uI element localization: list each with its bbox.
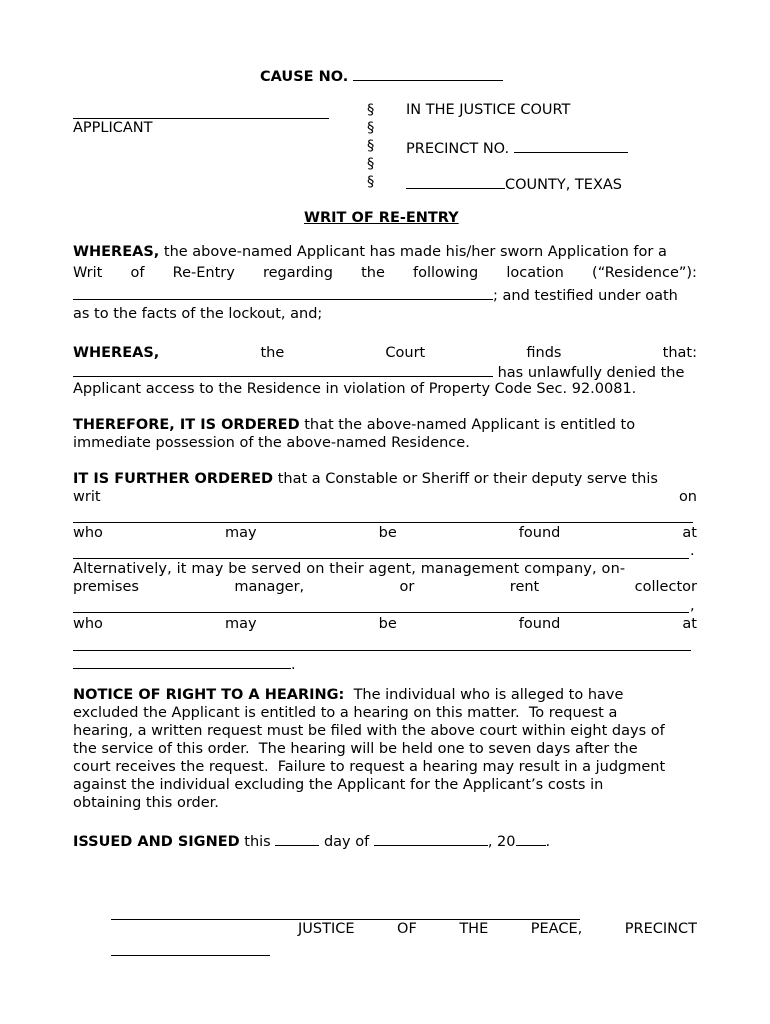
para1-line3 <box>73 285 678 304</box>
issued-text: this <box>239 834 276 850</box>
notice-text: excluded the Applicant is entitled to a hearing on this matter. To request a <box>73 705 618 721</box>
word: (“Residence”): <box>592 265 697 281</box>
word: Re-Entry <box>172 265 235 281</box>
cause-number <box>260 66 503 85</box>
issued-text: , 20 <box>487 834 516 850</box>
notice-line7: obtaining this order. <box>73 795 219 811</box>
word: at <box>682 525 697 541</box>
notice-line2 <box>73 705 697 721</box>
word: THE <box>459 921 489 937</box>
county-label: COUNTY, TEXAS <box>505 177 623 193</box>
word: be <box>378 525 397 541</box>
court-name: IN THE JUSTICE COURT <box>406 102 571 118</box>
notice-line4 <box>73 741 697 757</box>
word: following <box>413 265 479 281</box>
month-blank <box>374 831 488 846</box>
para4-line2 <box>73 489 697 505</box>
precinct-number-line <box>111 955 270 956</box>
para4-who2-line <box>73 616 697 632</box>
para1-text: ; and testified under oath <box>493 288 678 304</box>
notice-text: against the individual excluding the Applicant for the Applicant’s costs in <box>73 777 604 793</box>
notice-line1 <box>73 687 697 703</box>
agent-address-line2 <box>73 654 296 673</box>
signature-line <box>111 919 580 920</box>
precinct-label: PRECINCT NO. <box>406 141 510 157</box>
word: that: <box>662 345 697 361</box>
word: rent <box>509 579 540 595</box>
notice-text: the service of this order. The hearing will be held one to seven days after the <box>73 741 638 757</box>
notice-line3 <box>73 723 697 739</box>
para2-line3: Applicant access to the Residence in violation of Property Code Sec. 92.0081. <box>73 381 637 397</box>
period: . <box>291 657 296 673</box>
word: premises <box>73 579 139 595</box>
served-party-line <box>73 522 693 523</box>
word: location <box>506 265 564 281</box>
word: PRECINCT <box>624 921 697 937</box>
county-blank <box>406 174 505 189</box>
para4-text: that a Constable or Sheriff or their deputy serve this <box>273 471 658 487</box>
section-mark: § <box>367 156 375 172</box>
issued-text: day of <box>319 834 374 850</box>
year-blank <box>516 831 546 846</box>
cause-no-blank <box>353 66 503 81</box>
word: collector <box>634 579 697 595</box>
residence-blank <box>73 285 493 300</box>
ordered-label: THEREFORE, IT IS ORDERED <box>73 417 300 433</box>
applicant-label: APPLICANT <box>73 120 153 136</box>
word: manager, <box>234 579 305 595</box>
further-ordered-label: IT IS FURTHER ORDERED <box>73 471 274 487</box>
precinct-line <box>406 138 628 157</box>
notice-label: NOTICE OF RIGHT TO A HEARING: <box>73 687 345 703</box>
para2-line2 <box>73 362 684 381</box>
word: at <box>682 616 697 632</box>
para2-line1 <box>73 345 697 361</box>
issued-line <box>73 831 550 850</box>
word: who <box>73 616 103 632</box>
para4-who-line <box>73 525 697 541</box>
para4-text: Alternatively, it may be served on their agent, management company, on- <box>73 561 626 577</box>
notice-text: court receives the request. Failure to request a hearing may result in a judgment <box>73 759 666 775</box>
document-title: WRIT OF RE-ENTRY <box>304 210 459 226</box>
agent-address-line <box>73 650 691 651</box>
section-mark: § <box>367 174 375 190</box>
agent-address-blank <box>73 654 291 669</box>
word: of <box>130 265 145 281</box>
findings-blank <box>73 362 493 377</box>
word: JUSTICE <box>298 921 355 937</box>
notice-line6 <box>73 777 697 793</box>
cause-no-label: CAUSE NO. <box>260 69 349 85</box>
para2-text: has unlawfully denied the <box>497 365 685 381</box>
word: the <box>260 345 285 361</box>
word: PEACE, <box>530 921 583 937</box>
para4-alt-line <box>73 561 697 577</box>
county-line <box>406 174 622 193</box>
signature-title <box>298 921 697 937</box>
word: may <box>224 616 257 632</box>
section-mark: § <box>367 120 375 136</box>
word: or <box>399 579 415 595</box>
section-mark: § <box>367 102 375 118</box>
notice-text: The individual who is alleged to have <box>344 687 624 703</box>
word: finds <box>526 345 562 361</box>
para4-premises-line <box>73 579 697 595</box>
served-address-line <box>73 558 689 559</box>
word: who <box>73 525 103 541</box>
word: found <box>518 525 561 541</box>
para3-text: that the above-named Applicant is entitled to <box>299 417 636 433</box>
applicant-name-line <box>73 118 329 119</box>
word: regarding <box>262 265 333 281</box>
para1-line1 <box>73 244 697 260</box>
word: found <box>518 616 561 632</box>
word: writ <box>73 489 101 505</box>
word: Writ <box>73 265 103 281</box>
word: be <box>378 616 397 632</box>
para4-line1 <box>73 471 697 487</box>
whereas-label: WHEREAS, <box>73 244 160 260</box>
word: the <box>361 265 385 281</box>
para1-line2 <box>73 265 697 281</box>
word: may <box>224 525 257 541</box>
word: Court <box>385 345 426 361</box>
notice-line5 <box>73 759 697 775</box>
section-mark: § <box>367 138 375 154</box>
para1-line4: as to the facts of the lockout, and; <box>73 306 323 322</box>
issued-label: ISSUED AND SIGNED <box>73 834 240 850</box>
agent-name-line <box>73 612 689 613</box>
period: . <box>545 834 551 850</box>
word: OF <box>397 921 417 937</box>
para3-line1 <box>73 417 697 433</box>
comma: , <box>690 598 695 614</box>
precinct-blank <box>514 138 628 153</box>
para3-line2: immediate possession of the above-named Residence. <box>73 435 470 451</box>
whereas-label: WHEREAS, <box>73 345 160 361</box>
notice-text: hearing, a written request must be filed with the above court within eight days of <box>73 723 665 739</box>
para1-text: the above-named Applicant has made his/her sworn Application for a <box>159 244 667 260</box>
word: on <box>678 489 697 505</box>
day-blank <box>275 831 319 846</box>
period: . <box>690 543 695 559</box>
